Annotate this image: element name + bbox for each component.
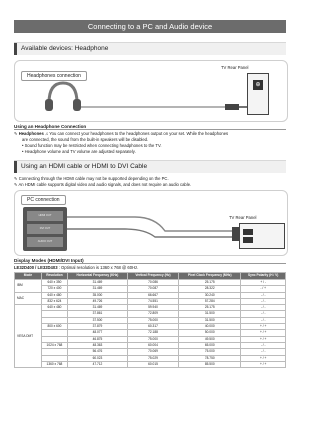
table-row — [15, 361, 286, 367]
column-header: Vertical Frequency (Hz) — [127, 273, 178, 280]
tv-rear-panel — [247, 73, 269, 115]
headphone-note: ✎ Headphones ♫ You can connect your headphones to the headphones output on your set. While the headphones — [14, 131, 229, 136]
table-cell: 31.500 — [179, 317, 241, 323]
table-cell: 28.322 — [179, 286, 241, 292]
column-header: Mode — [15, 273, 42, 280]
bullet-item: • Sound function may be restricted when connecting headphones to the TV. — [22, 143, 162, 148]
table-cell: 48.077 — [67, 330, 127, 336]
table-cell: 47.712 — [67, 361, 127, 367]
hdmi-note-1: ✎ Connecting through the HDMI cable may not be supported depending on the PC. — [14, 176, 169, 181]
table-cell: - / + — [241, 286, 286, 292]
table-cell: 31.500 — [179, 311, 241, 317]
divider — [14, 263, 286, 264]
hdmi-note-2: ✎ An HDMI cable supports digital video and audio signals, and does not require an audio cable. — [14, 182, 192, 187]
table-cell: 640 x 480 — [41, 292, 67, 298]
table-cell: + / + — [241, 330, 286, 336]
table-cell: 75.029 — [127, 355, 178, 361]
tv-rear-panel-label: TV Rear Panel — [221, 65, 249, 70]
note-line-2: are connected, the sound from the built-in speakers will be disabled. — [22, 137, 149, 142]
section-marker — [14, 161, 17, 173]
pc-connection-diagram — [14, 190, 288, 256]
table-cell: 640 x 350 — [41, 280, 67, 286]
tv-hdmi-port — [243, 229, 253, 235]
table-cell: 75.000 — [179, 349, 241, 355]
note-icon: ✎ — [14, 131, 18, 136]
model-line: LE32D400 / LE32D403 : Optimal resolution is 1360 x 768 @ 60Hz. — [14, 265, 139, 270]
page-header: Connecting to a PC and Audio device — [14, 20, 286, 33]
table-cell: - / - — [241, 311, 286, 317]
table-cell: - / - — [241, 292, 286, 298]
bullet-item: • Headphone volume and TV volume are adjusted separately. — [22, 149, 136, 154]
pc-connection-label: PC connection — [21, 195, 66, 205]
table-cell: 74.551 — [127, 298, 178, 304]
table-body — [15, 280, 286, 368]
table-cell: 49.726 — [67, 298, 127, 304]
table-cell: 46.875 — [67, 336, 127, 342]
table-cell: + / - — [241, 280, 286, 286]
table-cell: - / - — [241, 342, 286, 348]
headphone-icon: ♫ — [45, 131, 49, 136]
table-cell: - / - — [241, 349, 286, 355]
table-cell: 75.000 — [127, 317, 178, 323]
table-cell: 65.000 — [179, 342, 241, 348]
column-header: Resolution — [41, 273, 67, 280]
headphone-port-icon: ⊕ — [253, 80, 263, 90]
headphones-icon — [45, 83, 81, 111]
dvi-out-port: DVI OUT — [27, 224, 63, 234]
table-cell: 31.469 — [67, 280, 127, 286]
table-cell: 70.087 — [127, 286, 178, 292]
table-cell: 56.476 — [67, 349, 127, 355]
section-heading-hdmi: Using an HDMI cable or HDMI to DVI Cable — [14, 160, 286, 173]
table-cell: 72.809 — [127, 311, 178, 317]
table-cell: 85.500 — [179, 361, 241, 367]
table-cell: 72.188 — [127, 330, 178, 336]
table-cell: 1360 x 768 — [41, 361, 67, 367]
table-cell: 31.469 — [67, 305, 127, 311]
headphone-diagram — [14, 60, 288, 122]
mode-cell: VESA DMT — [15, 305, 42, 368]
mode-cell: MAC — [15, 292, 42, 305]
table-header-row — [15, 273, 286, 280]
table-cell: 640 x 480 — [41, 305, 67, 311]
table-cell: 1024 x 768 — [41, 342, 67, 348]
section-heading-headphone: Available devices: Headphone — [14, 42, 286, 55]
tv-rear-panel-2 — [239, 223, 285, 249]
table-cell: 25.175 — [179, 280, 241, 286]
table-cell: 720 x 400 — [41, 286, 67, 292]
table-cell: 37.500 — [67, 317, 127, 323]
table-cell: - / - — [241, 298, 286, 304]
table-cell: 57.284 — [179, 298, 241, 304]
table-cell: + / + — [241, 361, 286, 367]
divider — [14, 129, 286, 130]
table-cell: 49.500 — [179, 336, 241, 342]
table-cell: 70.086 — [127, 280, 178, 286]
table-cell: 50.000 — [179, 330, 241, 336]
table-cell: 60.004 — [127, 342, 178, 348]
table-cell: + / + — [241, 336, 286, 342]
table-cell: 40.000 — [179, 324, 241, 330]
table-cell: 37.861 — [67, 311, 127, 317]
table-cell: 59.940 — [127, 305, 178, 311]
column-header: Sync Polarity (H / V) — [241, 273, 286, 280]
tv-rear-panel-label-2: TV Rear Panel — [229, 215, 257, 220]
table-cell: - / - — [241, 317, 286, 323]
column-header: Pixel Clock Frequency (MHz) — [179, 273, 241, 280]
table-cell: + / + — [241, 355, 286, 361]
table-cell: 60.317 — [127, 324, 178, 330]
table-cell: 78.750 — [179, 355, 241, 361]
section-marker — [14, 43, 17, 55]
mode-cell: IBM — [15, 280, 42, 293]
hdmi-out-port: HDMI OUT — [27, 211, 63, 221]
table-cell: - / - — [241, 305, 286, 311]
table-cell: 832 x 624 — [41, 298, 67, 304]
display-modes-table — [14, 272, 286, 368]
headphones-connection-label: Headphones connection — [21, 71, 87, 81]
table-cell: 37.879 — [67, 324, 127, 330]
usage-title: Using an Headphone Connection — [14, 124, 87, 129]
column-header: Horizontal Frequency (KHz) — [67, 273, 127, 280]
tv-audio-port — [243, 237, 253, 243]
table-cell: 60.015 — [127, 361, 178, 367]
table-cell: 25.175 — [179, 305, 241, 311]
table-cell: 31.469 — [67, 286, 127, 292]
table-cell: + / + — [241, 324, 286, 330]
table-cell: 70.069 — [127, 349, 178, 355]
audio-out-port: AUDIO OUT — [27, 237, 63, 247]
display-modes-title: Display Modes (HDMI/DVI Input) — [14, 258, 84, 263]
table-cell: 30.240 — [179, 292, 241, 298]
table-cell: 66.667 — [127, 292, 178, 298]
table-cell: 75.000 — [127, 336, 178, 342]
table-cell: 60.023 — [67, 355, 127, 361]
table-cell: 800 x 600 — [41, 324, 67, 330]
table-cell: 35.000 — [67, 292, 127, 298]
table-cell: 48.363 — [67, 342, 127, 348]
